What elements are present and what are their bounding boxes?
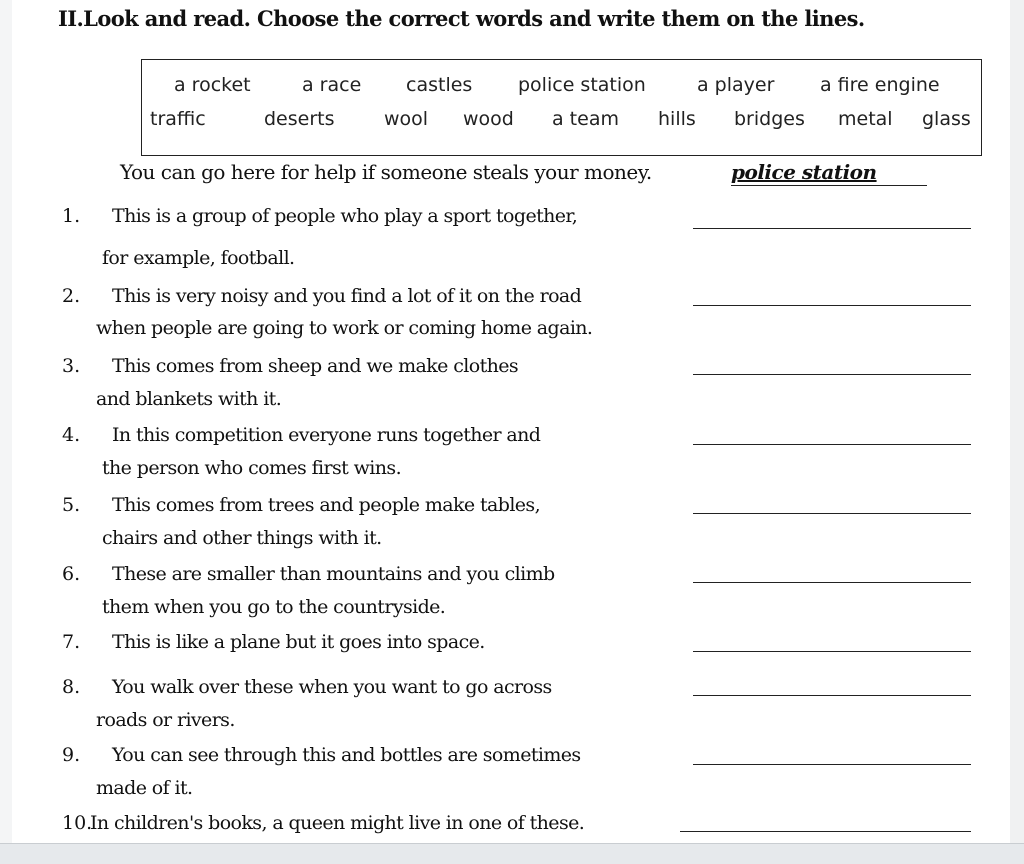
word-bank-word: a rocket bbox=[174, 74, 251, 96]
answer-line-7[interactable] bbox=[693, 651, 971, 652]
word-bank-word: deserts bbox=[264, 108, 335, 130]
answer-line-8[interactable] bbox=[693, 695, 971, 696]
question-text: This comes from sheep and we make clothes bbox=[112, 355, 519, 377]
question-text: In this competition everyone runs together and bbox=[112, 424, 541, 446]
answer-line-9[interactable] bbox=[693, 764, 971, 765]
question-number: 8. bbox=[62, 676, 81, 698]
example-sentence: You can go here for help if someone steals your money. bbox=[120, 160, 652, 184]
answer-line-6[interactable] bbox=[693, 582, 971, 583]
question-number: 10. bbox=[62, 812, 93, 834]
question-number: 7. bbox=[62, 631, 81, 653]
question-text: This is like a plane but it goes into space. bbox=[112, 631, 485, 653]
left-margin bbox=[0, 0, 12, 843]
question-text-cont: made of it. bbox=[96, 777, 193, 799]
word-bank-word: a player bbox=[697, 74, 775, 96]
answer-line-5[interactable] bbox=[693, 513, 971, 514]
question-text-cont: the person who comes first wins. bbox=[102, 457, 402, 479]
word-bank-word: traffic bbox=[150, 108, 206, 130]
word-bank-word: glass bbox=[922, 108, 971, 130]
answer-line-1[interactable] bbox=[693, 228, 971, 229]
word-bank-word: castles bbox=[406, 74, 473, 96]
answer-line-4[interactable] bbox=[693, 444, 971, 445]
word-bank-word: a fire engine bbox=[820, 74, 940, 96]
question-number: 4. bbox=[62, 424, 81, 446]
word-bank-word: wool bbox=[384, 108, 429, 130]
question-text-cont: them when you go to the countryside. bbox=[102, 596, 446, 618]
question-number: 6. bbox=[62, 563, 81, 585]
question-number: 5. bbox=[62, 494, 81, 516]
question-text-cont: roads or rivers. bbox=[96, 709, 235, 731]
question-text-cont: for example, football. bbox=[102, 247, 295, 269]
question-text-cont: chairs and other things with it. bbox=[102, 527, 382, 549]
question-text: These are smaller than mountains and you climb bbox=[112, 563, 555, 585]
question-number: 2. bbox=[62, 285, 81, 307]
question-text-cont: when people are going to work or coming home again. bbox=[96, 317, 593, 339]
question-text: This comes from trees and people make tables, bbox=[112, 494, 541, 516]
answer-line-3[interactable] bbox=[693, 374, 971, 375]
question-number: 1. bbox=[62, 205, 81, 227]
word-bank-word: a race bbox=[302, 74, 362, 96]
question-text: You walk over these when you want to go across bbox=[112, 676, 552, 698]
word-bank-word: police station bbox=[518, 74, 646, 96]
question-text: This is very noisy and you find a lot of it on the road bbox=[112, 285, 582, 307]
example-answer: police station bbox=[731, 160, 927, 186]
question-text: This is a group of people who play a sport together, bbox=[112, 205, 578, 227]
question-number: 9. bbox=[62, 744, 81, 766]
word-bank-word: bridges bbox=[734, 108, 805, 130]
word-bank-word: metal bbox=[838, 108, 893, 130]
question-text: You can see through this and bottles are sometimes bbox=[112, 744, 581, 766]
word-bank-word: hills bbox=[658, 108, 696, 130]
right-margin bbox=[1010, 0, 1024, 843]
word-bank-box bbox=[141, 59, 982, 156]
bottom-scroll-bar bbox=[0, 843, 1024, 864]
question-text: In children's books, a queen might live in one of these. bbox=[90, 812, 585, 834]
exercise-title: II.Look and read. Choose the correct words and write them on the lines. bbox=[58, 6, 865, 31]
word-bank-word: a team bbox=[552, 108, 619, 130]
question-text-cont: and blankets with it. bbox=[96, 388, 282, 410]
word-bank-word: wood bbox=[463, 108, 514, 130]
question-number: 3. bbox=[62, 355, 81, 377]
answer-line-10[interactable] bbox=[680, 831, 971, 832]
answer-line-2[interactable] bbox=[693, 305, 971, 306]
